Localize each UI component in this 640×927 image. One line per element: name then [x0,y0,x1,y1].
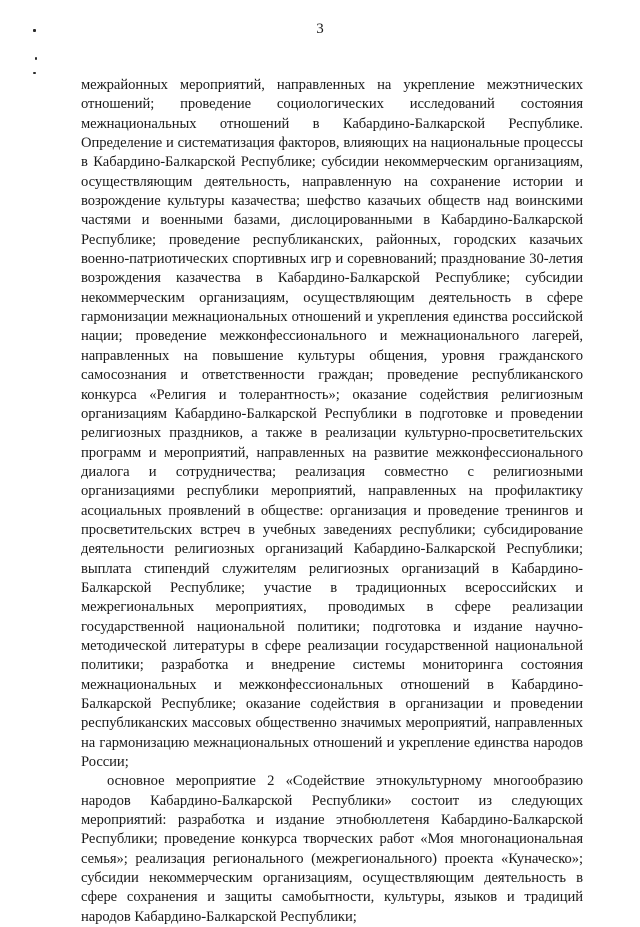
scan-artifact-mark [33,72,36,74]
scan-artifact-mark [35,57,37,60]
page-number: 3 [316,21,324,37]
paragraph-continuation: межрайонных мероприятий, направленных на укрепление межэтнических отношений; проведение социологических исследований состояния межнациональных отношений в Кабардино-Балкарской Республике. Определение и систематизация факторов, влияющих на национальные процессы в Кабардино-Балкарской Республике; субсидии некоммерческим организациям, осуществляющим деятельность, направленную на сохранение истории и возрождение культуры казачества; шефство казачьих обществ над воинскими частями и военными базами, дислоцированными в Кабардино-Балкарской Республике; проведение республиканских, районных, городских казачьих военно-патриотических спортивных игр и соревнований; празднование 30-летия возрождения казачества в Кабардино-Балкарской Республике; субсидии некоммерческим организациям, осуществляющим деятельность в сфере гармонизации межнациональных отношений и укрепления единства российской нации; проведение межконфессионального и межнационального лагерей, направленных на повышение культуры общения, уровня гражданского самосознания и ответственности граждан; проведение республиканского конкурса «Религия и толерантность»; оказание содействия религиозным организациям Кабардино-Балкарской Республики в подготовке и проведении религиозных праздников, а также в реализации культурно-просветительских программ и мероприятий, направленных на развитие межконфессионального диалога и сотрудничества; реализация совместно с религиозными организациями республики мероприятий, направленных на профилактику асоциальных проявлений в обществе: организация и проведение тренингов и просветительских встреч в учебных заведениях республики; субсидирование деятельности религиозных организаций Кабардино-Балкарской Республики; выплата стипендий служителям религиозных организаций в Кабардино-Балкарской Республике; участие в традиционных всероссийских и межрегиональных мероприятиях, проводимых в сфере реализации государственной национальной политики; подготовка и издание научно-методической литературы в сфере реализации государственной национальной политики; разработка и внедрение системы мониторинга состояния межнациональных и межконфессиональных отношений в Кабардино-Балкарской Республике; оказание содействия в организации и проведении республиканских массовых общественно значимых мероприятий, направленных на гармонизацию межнациональных отношений и укрепление единства народов России; [81,77,583,771]
paragraph-main-activity-2: основное мероприятие 2 «Содействие этнокультурному многообразию народов Кабардино-Балкарской Республики» состоит из следующих мероприятий: разработка и издание этнобюллетеня Кабардино-Балкарской Республики; проведение конкурса творческих работ «Моя многонациональная семья»; реализация регионального (межрегионального) проекта «Куначеско»; субсидии некоммерческим организациям, осуществляющим деятельность в сфере сохранения и защиты самобытности, культуры, языков и традиций народов Кабардино-Балкарской Республики; [81,773,583,925]
document-body [81,76,583,927]
